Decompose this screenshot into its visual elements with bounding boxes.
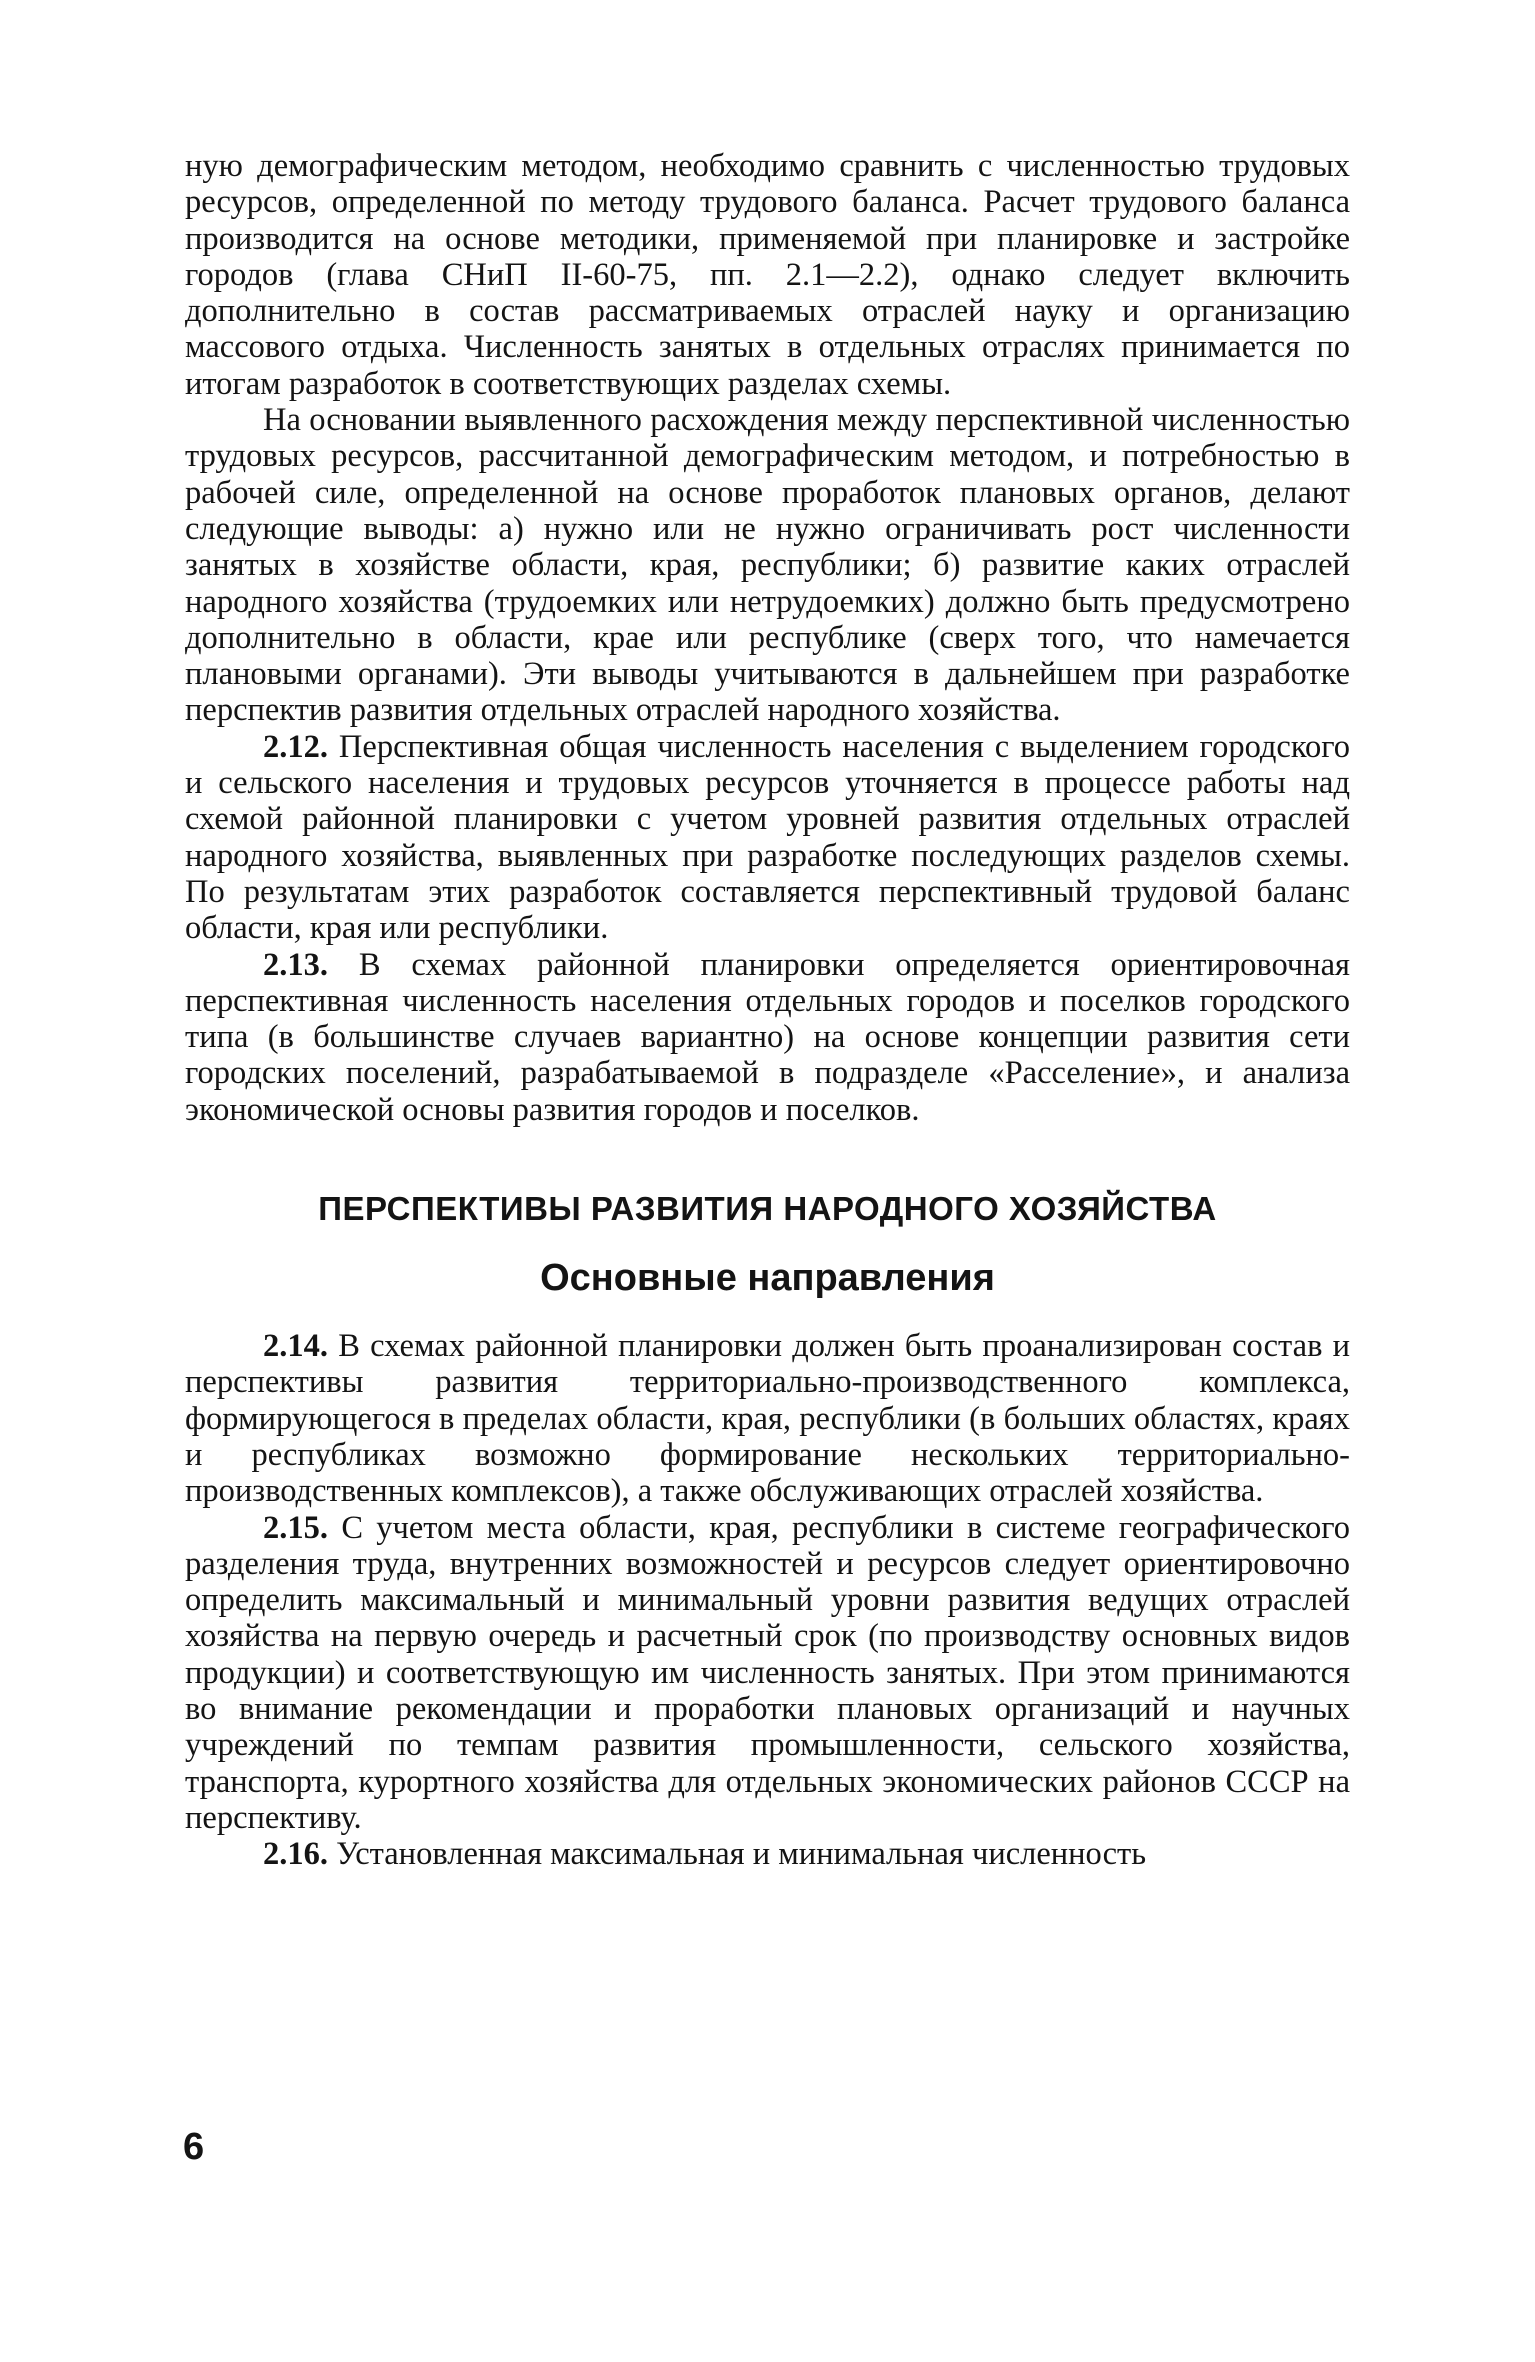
page-body: [185, 148, 1350, 1872]
page-number: 6: [183, 2126, 205, 2168]
clause-2-15: [185, 1510, 1350, 1837]
clause-text: Установленная максимальная и минимальная численность: [336, 1836, 1147, 1873]
clause-text: В схемах районной планировки должен быть проанализирован состав и перспективы развития территориально-производственного комплекса, формирующегося в пределах области, края, республики (в больших областях, краях и республиках возможно формирование нескольких территориально-производственных комплексов), а также обслуживающих отраслей хозяйства.: [185, 1328, 1351, 1510]
clause-number: 2.13.: [263, 946, 328, 983]
clause-2-12: [185, 729, 1350, 947]
clause-2-13: [185, 947, 1350, 1128]
clause-text: В схемах районной планировки определяется ориентировочная перспективная численность населения отдельных городов и поселков городского типа (в большинстве случаев вариантно) на основе концепции развития сети городских поселений, разрабатываемой в подразделе «Расселение», и анализа экономической основы развития городов и поселков.: [185, 946, 1350, 1128]
subsection-heading: Основные направления: [540, 1257, 995, 1300]
clause-number: 2.14.: [263, 1328, 328, 1365]
clause-number: 2.16.: [263, 1836, 328, 1873]
clause-number: 2.12.: [263, 728, 328, 765]
paragraph-conclusions: На основании выявленного расхождения между перспективной численностью трудовых ресурсов, рассчитанной демографическим методом, и потребностью в рабочей силе, определенной на основе проработок плановых органов, делают следующие выводы: а) нужно или не нужно ограничивать рост численности занятых в хозяйстве области, края, республики; б) развитие каких отраслей народного хозяйства (трудоемких или нетрудоемких) должно быть предусмотрено дополнительно в области, крае или республике (сверх того, что намечается плановыми органами). Эти выводы учитываются в дальнейшем при разработке перспектив развития отдельных отраслей народного хозяйства.: [185, 402, 1350, 729]
clause-number: 2.15.: [263, 1509, 328, 1546]
clause-2-14: [185, 1328, 1350, 1509]
clause-text: Перспективная общая численность населения с выделением городского и сельского населения и трудовых ресурсов уточняется в процессе работы над схемой районной планировки с учетом уровней развития отдельных отраслей народного хозяйства, выявленных при разработке последующих разделов схемы. По результатам этих разработок составляется перспективный трудовой баланс области, края или республики.: [185, 728, 1350, 947]
section-heading: ПЕРСПЕКТИВЫ РАЗВИТИЯ НАРОДНОГО ХОЗЯЙСТВА: [318, 1190, 1217, 1228]
clause-2-16: [185, 1836, 1350, 1872]
paragraph-continuation: ную демографическим методом, необходимо сравнить с численностью трудовых ресурсов, определенной по методу трудового баланса. Расчет трудового баланса производится на основе методики, применяемой при планировке и застройке городов (глава СНиП II-60-75, пп. 2.1—2.2), однако следует включить дополнительно в состав рассматриваемых отраслей науку и организацию массового отдыха. Численность занятых в отдельных отраслях принимается по итогам разработок в соответствующих разделах схемы.: [185, 148, 1350, 402]
clause-text: С учетом места области, края, республики в системе географического разделения труда, внутренних возможностей и ресурсов следует ориентировочно определить максимальный и минимальный уровни развития ведущих отраслей хозяйства на первую очередь и расчетный срок (по производству основных видов продукции) и соответствующую им численность занятых. При этом принимаются во внимание рекомендации и проработки плановых организаций и научных учреждений по темпам развития промышленности, сельского хозяйства, транспорта, курортного хозяйства для отдельных экономических районов СССР на перспективу.: [185, 1509, 1351, 1836]
